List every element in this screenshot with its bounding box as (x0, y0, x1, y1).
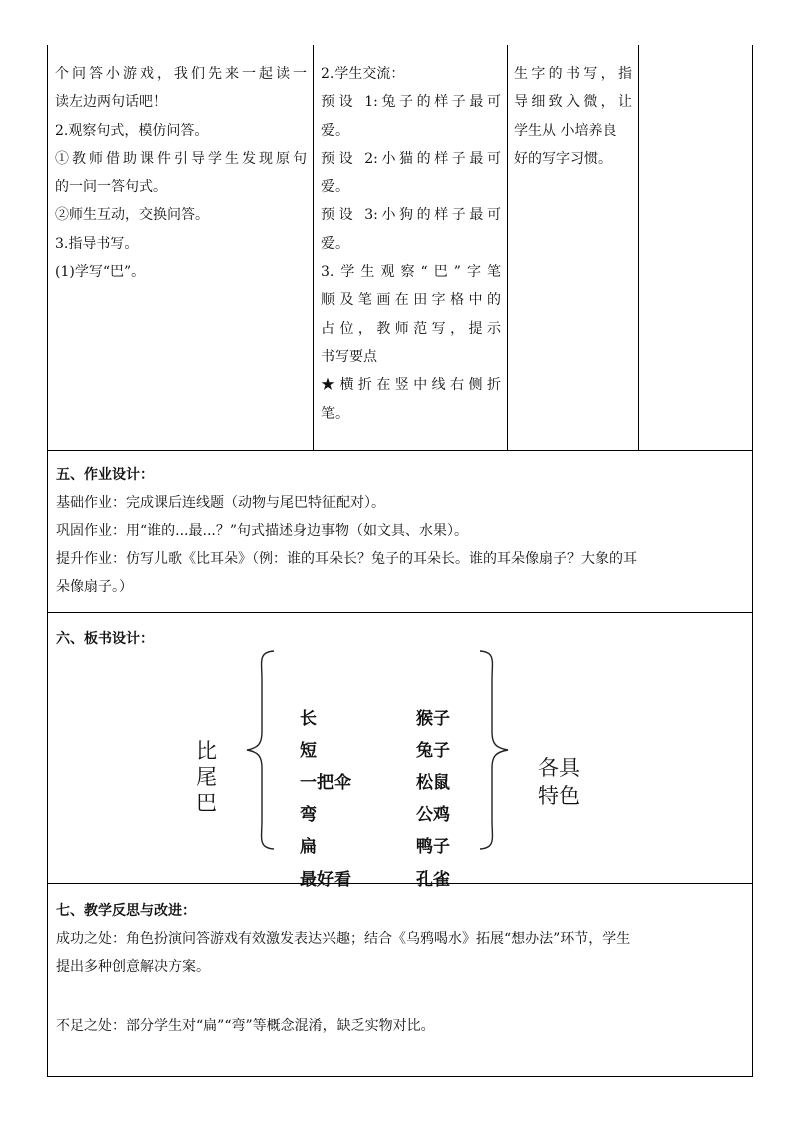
text-line: 导细致入微，让 (514, 94, 632, 111)
animal-item: 公鸡 (416, 805, 450, 825)
board-left-title (196, 738, 217, 816)
row-divider (48, 450, 752, 451)
text-line: 成功之处：角色扮演问答游戏有效激发表达兴趣；结合《乌鸦喝水》拓展“想办法”环节，学生 (56, 931, 631, 947)
board-phrase: 各具 (538, 756, 580, 780)
column-divider (638, 45, 639, 450)
text-line: 笔。 (321, 405, 349, 422)
text-line: 2.观察句式，模仿问答。 (55, 122, 209, 139)
column-divider (507, 45, 508, 450)
feature-item: 最好看 (300, 870, 351, 890)
text-line: 学生从 小培养良 (514, 122, 617, 139)
left-brace (244, 650, 284, 850)
text-line: ②师生互动，交换问答。 (55, 207, 209, 224)
section-title: 六、板书设计： (56, 631, 154, 647)
text-line: 3.学生观察“巴”字笔 (321, 264, 501, 281)
text-line: ①教师借助课件引导学生发现原句 (55, 150, 307, 167)
right-brace (478, 650, 518, 850)
feature-item: 长 (300, 709, 317, 729)
text-line: 提出多种创意解决方案。 (56, 959, 210, 975)
animal-item: 松鼠 (416, 773, 450, 793)
lesson-plan-table (47, 45, 753, 1077)
feature-item: 弯 (300, 805, 317, 825)
text-line: 2.学生交流： (321, 66, 405, 82)
board-diagram (48, 612, 754, 890)
design-intent-cell (514, 60, 632, 173)
animal-item: 鸭子 (416, 837, 450, 857)
text-line: 的一问一答句式。 (55, 179, 167, 196)
board-char: 巴 (196, 791, 217, 815)
board-char: 比 (196, 739, 217, 763)
section-title: 五、作业设计： (56, 467, 154, 483)
text-line: 巩固作业：用“谁的...最...？”句式描述身边事物（如文具、水果）。 (56, 523, 469, 539)
animal-item: 猴子 (416, 709, 450, 729)
text-line: 占位，教师范写，提示 (321, 320, 501, 337)
text-line: ★横折在竖中线右侧折 (321, 377, 501, 394)
section-title: 七、教学反思与改进： (56, 903, 196, 919)
board-char: 尾 (196, 765, 217, 789)
student-activity-cell (321, 60, 501, 428)
text-line: 基础作业：完成课后连线题（动物与尾巴特征配对）。 (56, 495, 385, 511)
text-line: 不足之处：部分学生对“扁”“弯”等概念混淆，缺乏实物对比。 (56, 1018, 435, 1034)
text-line: 朵像扇子。） (56, 579, 133, 595)
column-divider (313, 45, 314, 450)
homework-section (56, 461, 746, 601)
feature-item: 一把伞 (300, 773, 351, 793)
text-line: 读左边两句话吧！ (55, 94, 167, 111)
text-line: 提升作业：仿写儿歌《比耳朵》（例：谁的耳朵长？兔子的耳朵长。谁的耳朵像扇子？大象的耳 (56, 551, 637, 567)
text-line: 顺及笔画在田字格中的 (321, 292, 501, 309)
animal-item: 兔子 (416, 741, 450, 761)
feature-item: 扁 (300, 837, 317, 857)
text-line: 爱。 (321, 235, 349, 252)
text-line: 个问答小游戏，我们先来一起读一 (55, 66, 307, 82)
board-right-title (538, 754, 580, 810)
feature-item: 短 (300, 741, 317, 761)
text-line: 预设 2:小猫的样子最可 (321, 150, 501, 167)
reflection-section (56, 897, 746, 1040)
text-line: 爱。 (321, 122, 349, 139)
animal-item: 孔雀 (416, 870, 450, 890)
text-line: (1)学写“巴”。 (55, 264, 146, 281)
text-line: 好的写字习惯。 (514, 150, 612, 167)
text-line: 预设 1:兔子的样子最可 (321, 94, 501, 111)
text-line: 预设 3:小狗的样子最可 (321, 207, 501, 224)
row-divider (48, 883, 752, 884)
board-phrase: 特色 (538, 784, 580, 808)
text-line: 生字的书写，指 (514, 66, 632, 82)
text-line: 书写要点 (321, 348, 377, 365)
text-line: 爱。 (321, 179, 349, 196)
teacher-activity-cell (55, 60, 307, 286)
text-line: 3.指导书写。 (55, 235, 139, 252)
